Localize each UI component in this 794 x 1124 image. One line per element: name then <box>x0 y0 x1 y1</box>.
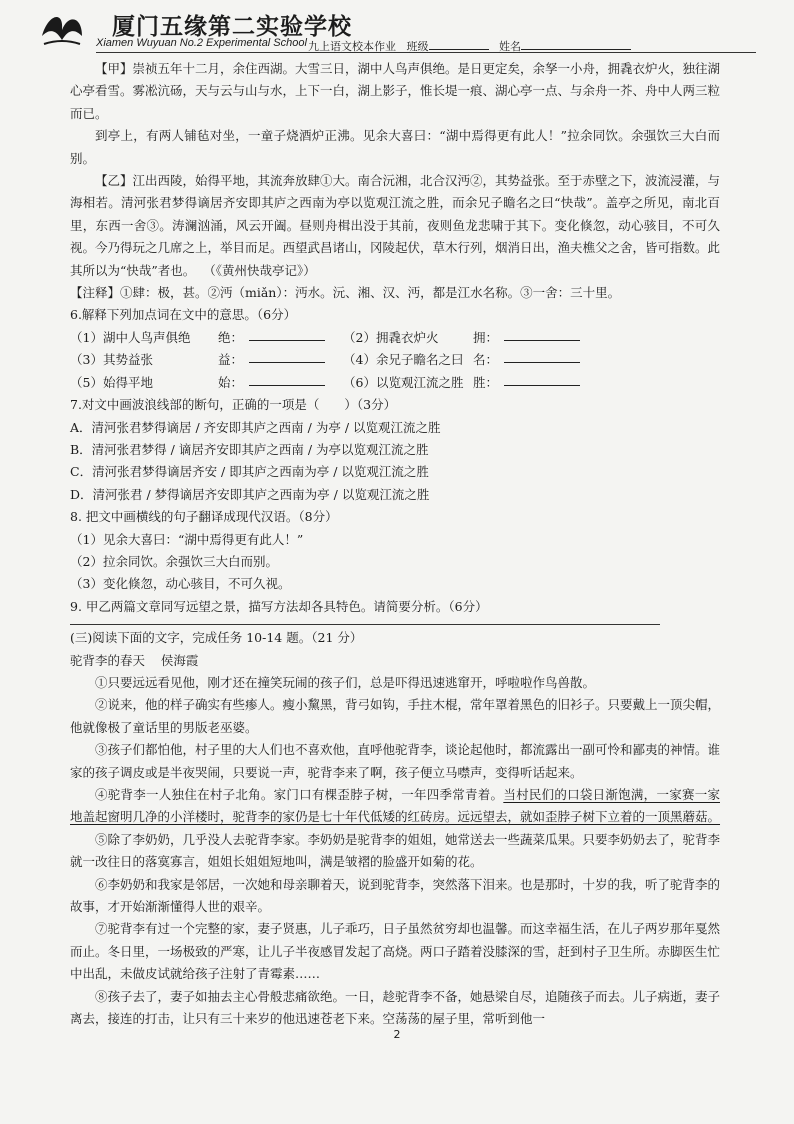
page-header <box>38 4 778 56</box>
q8-stem: 8. 把文中画横线的句子翻译成现代汉语。（8分） <box>70 509 338 525</box>
q6-phrase-6: （6）以览观江流之胜 <box>343 374 464 390</box>
article-p8: ⑧孩子去了，妻子如抽去主心骨般悲痛欲绝。一日，趁驼背李不备，她悬梁自尽，追随孩子而去。儿子病逝，妻子离去，接连的打击，让只有三十来岁的他迅速苍老下来。空荡荡的屋子里，常听到他一 <box>70 988 721 1027</box>
article-p4-underlined: 当村民们的口袋日渐饱满，一家赛一家地盖起窗明几净的小洋楼时，驼背李的家仍是七十年代低矮的红砖房。远远望去，就如歪脖子树下立着的一顶黑蘑菇。 <box>70 787 721 825</box>
article-p6: ⑥李奶奶和我家是邻居，一次她和母亲聊着天，说到驼背李，突然落下泪来。也是那时，十岁的我，听了驼背李的故事，才开始渐渐懂得人世的艰辛。 <box>70 876 721 915</box>
q6-word-1: 绝： <box>218 329 244 345</box>
class-blank[interactable] <box>429 38 489 50</box>
school-logo-icon <box>38 6 86 50</box>
q6-word-5: 始： <box>218 374 244 390</box>
section-divider <box>70 624 660 625</box>
page-content <box>70 58 720 1030</box>
q6-phrase-2: （2）拥毳衣炉火 <box>343 329 439 345</box>
q6-phrase-4: （4）余兄子瞻名之曰 <box>343 352 464 368</box>
passage-b-text: 【乙】江出西陵，始得平地，其流奔放肆①大。南合沅湘，北合汉沔②，其势益张。至于赤壁之下，波流浸灌，与海相若。清河张君梦得谪居齐安即其庐之西南为亭以览观江流之胜，而余兄子瞻名之曰“快哉”。盖亭之所见，南北百里，东西一舍③。涛澜汹涌，风云开阖。昼则舟楫出没于其前，夜则鱼龙悲啸于其下。变化倏忽，动心骇目，不可久视。今乃得玩之几席之上，举目而足。西望武昌诸山，冈陵起伏，草木行列，烟消日出，渔夫樵父之舍，皆可指数。此其所以为“快哉”者也。 <box>70 173 721 278</box>
q7-option-b[interactable]: B．清河张君梦得 / 谪居齐安即其庐之西南 / 为亭以览观江流之胜 <box>70 441 429 457</box>
name-label: 姓名 <box>499 40 521 53</box>
passage-a-p2: 到亭上，有两人铺毡对坐，一童子烧酒炉正沸。见余大喜曰：“湖中焉得更有此人！”拉余同饮。余强饮三大白而别。 <box>70 128 720 166</box>
q6-answer-5[interactable] <box>249 372 325 386</box>
article-p4-text: ④驼背李一人独住在村子北角。家门口有棵歪脖子树，一年四季常青着。 <box>95 787 504 802</box>
school-name-en: Xiamen Wuyuan No.2 Experimental School <box>96 37 307 49</box>
class-label: 班级 <box>406 40 429 53</box>
q6-row-1 <box>70 327 720 349</box>
q6-answer-4[interactable] <box>504 349 580 363</box>
q6-word-3: 益： <box>218 352 244 368</box>
q7-stem: 7.对文中画波浪线部的断句，正确的一项是（ ）（3分） <box>70 397 397 413</box>
q7-option-d[interactable]: D．清河张君 / 梦得谪居齐安即其庐之西南为亭 / 以览观江流之胜 <box>70 486 430 502</box>
q8-item-3: （3）变化倏忽，动心骇目，不可久视。 <box>70 576 291 592</box>
section3-heading: (三)阅读下面的文字，完成任务 10-14 题。（21 分） <box>70 630 363 646</box>
notes: 【注释】①肆：极，甚。②沔（miǎn）：沔水。沅、湘、汉、沔，都是江水名称。③一舍：三十里。 <box>70 285 621 301</box>
q6-phrase-5: （5）始得平地 <box>70 374 153 390</box>
q6-answer-6[interactable] <box>504 372 580 386</box>
q6-stem: 6.解释下列加点词在文中的意思。（6分） <box>70 307 297 323</box>
q8-item-1: （1）见余大喜曰：“湖中焉得更有此人！” <box>70 531 304 547</box>
q6-phrase-3: （3）其势益张 <box>70 352 153 368</box>
article-title: 驼背李的春天 <box>70 652 146 668</box>
q6-word-4: 名： <box>473 352 499 368</box>
article-p4 <box>70 784 720 829</box>
article-title-row <box>70 650 720 672</box>
passage-b-p1 <box>70 170 720 282</box>
q8-item-2: （2）拉余同饮。余强饮三大白而别。 <box>70 553 278 569</box>
header-divider <box>96 52 756 53</box>
q6-word-2: 拥： <box>473 329 499 345</box>
q6-answer-3[interactable] <box>249 349 325 363</box>
passage-a-p1: 【甲】崇祯五年十二月，余住西湖。大雪三日，湖中人鸟声俱绝。是日更定矣，余孥一小舟，拥毳衣炉火，独往湖心亭看雪。雾凇沆砀，天与云与山与水，上下一白，湖上影子，惟长堤一痕、湖心亭一点、与余舟一芥、舟中人两三粒而已。 <box>70 61 721 121</box>
q6-phrase-1: （1）湖中人鸟声俱绝 <box>70 329 191 345</box>
article-p7: ⑦驼背李有过一个完整的家，妻子贤惠，儿子乖巧，日子虽然贫穷却也温馨。而这幸福生活，在儿子两岁那年戛然而止。冬日里，一场极致的严寒，让儿子半夜感冒发起了高烧。两口子踏着没膝深的雪，赶到村子卫生所。赤脚医生忙中出乱，未做皮试就给孩子注射了青霉素…… <box>70 921 721 982</box>
passage-b-source: （《黄州快哉亭记》） <box>203 262 316 278</box>
q6-word-6: 胜： <box>473 374 499 390</box>
q6-answer-2[interactable] <box>504 327 580 341</box>
course-title: 九上语文校本作业 <box>308 40 396 53</box>
page-number: 2 <box>393 1028 401 1041</box>
article-p3: ③孩子们都怕他，村子里的大人们也不喜欢他，直呼他驼背李，谈论起他时，都流露出一副可怜和鄙夷的神情。谁家的孩子调皮或是半夜哭闹，只要说一声，驼背李来了啊，孩子便立马噤声，变得听话起来。 <box>70 742 721 780</box>
name-blank[interactable] <box>521 38 631 50</box>
q6-answer-1[interactable] <box>249 327 325 341</box>
article-p1: ①只要远远看见他，刚才还在撞笑玩闹的孩子们，总是吓得迅速逃窜开，呼啦啦作鸟兽散。 <box>95 674 596 690</box>
q7-option-a[interactable]: A．清河张君梦得谪居 / 齐安即其庐之西南 / 为亭 / 以览观江流之胜 <box>70 419 441 435</box>
q6-row-2 <box>70 349 720 371</box>
school-name-cn: 厦门五缘第二实验学校 <box>112 13 352 40</box>
q6-row-3 <box>70 372 720 394</box>
q9-stem: 9. 甲乙两篇文章同写远望之景，描写方法却各具特色。请简要分析。（6分） <box>70 598 488 614</box>
q7-option-c[interactable]: C．清河张君梦得谪居齐安 / 即其庐之西南为亭 / 以览观江流之胜 <box>70 464 429 480</box>
article-p5: ⑤除了李奶奶，几乎没人去驼背李家。李奶奶是驼背李的姐姐，她常送去一些蔬菜瓜果。只要李奶奶去了，驼背李就一改往日的落寞寡言，姐姐长姐姐短地叫，满是皱褶的脸盛开如菊的花。 <box>70 831 721 870</box>
article-p2: ②说来，他的样子确实有些瘆人。瘦小黧黑，背弓如钩，手拄木棍，常年罩着黑色的旧衫子。只要戴上一顶尖帽，他就像极了童话里的男版老巫婆。 <box>70 697 721 735</box>
article-author: 侯海霞 <box>160 652 199 668</box>
